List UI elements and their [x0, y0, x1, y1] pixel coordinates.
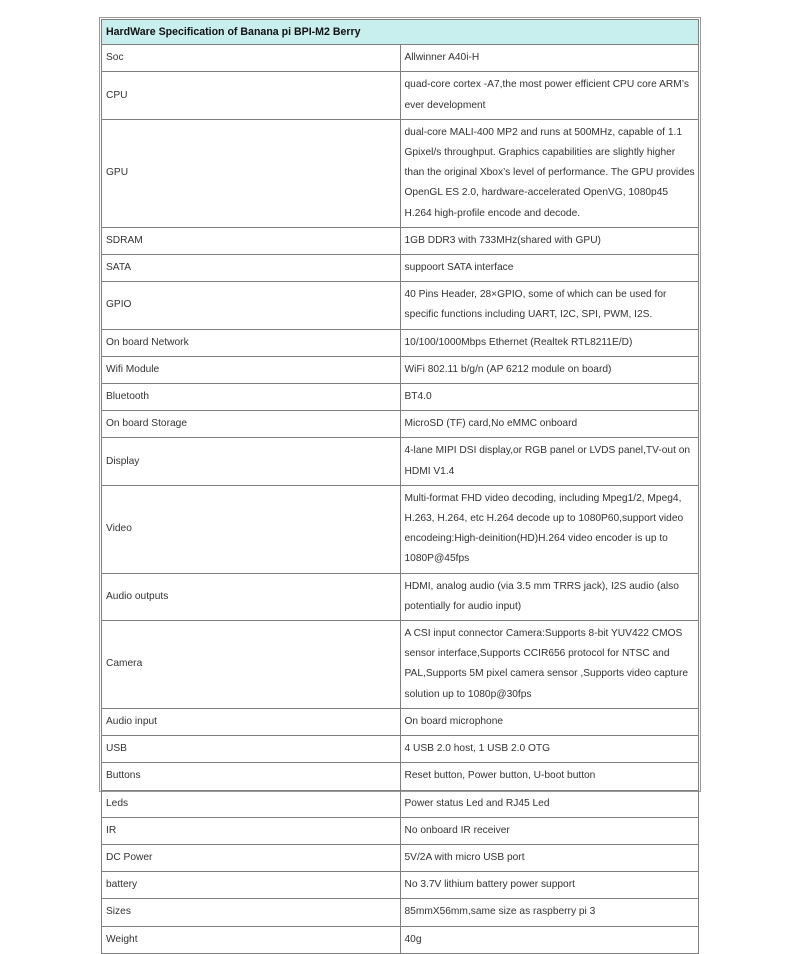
table-header-row — [102, 20, 699, 45]
spec-label-gpio: GPIO — [102, 282, 401, 329]
table-row-camera — [102, 621, 699, 709]
spec-label-audio-outputs: Audio outputs — [102, 573, 401, 620]
table-row-cpu — [102, 72, 699, 119]
table-row-sdram — [102, 227, 699, 254]
spec-value-battery: No 3.7V lithium battery power support — [400, 872, 699, 899]
spec-value-usb: 4 USB 2.0 host, 1 USB 2.0 OTG — [400, 736, 699, 763]
spec-value-audio-outputs: HDMI, analog audio (via 3.5 mm TRRS jack), I2S audio (also potentially for audio input) — [400, 573, 699, 620]
spec-value-soc: Allwinner A40i-H — [400, 45, 699, 72]
spec-label-sdram: SDRAM — [102, 227, 401, 254]
spec-label-battery: battery — [102, 872, 401, 899]
table-row-weight — [102, 926, 699, 953]
spec-label-on-board-storage: On board Storage — [102, 411, 401, 438]
spec-label-wifi-module: Wifi Module — [102, 356, 401, 383]
spec-label-sata: SATA — [102, 255, 401, 282]
spec-label-dc-power: DC Power — [102, 844, 401, 871]
spec-value-video: Multi-format FHD video decoding, including Mpeg1/2, Mpeg4, H.263, H.264, etc H.264 decode up to 1080P60,support video encodeing:High-deinition(HD)H.264 video encoder is up to 1080P@45fps — [400, 485, 699, 573]
spec-label-buttons: Buttons — [102, 763, 401, 790]
table-row-usb — [102, 736, 699, 763]
table-row-soc — [102, 45, 699, 72]
table-row-audio-outputs — [102, 573, 699, 620]
table-row-on-board-network — [102, 329, 699, 356]
hardware-spec-table — [101, 19, 699, 954]
spec-value-audio-input: On board microphone — [400, 708, 699, 735]
table-row-ir — [102, 817, 699, 844]
table-row-dc-power — [102, 844, 699, 871]
spec-value-wifi-module: WiFi 802.11 b/g/n (AP 6212 module on board) — [400, 356, 699, 383]
spec-value-weight: 40g — [400, 926, 699, 953]
table-row-sata — [102, 255, 699, 282]
spec-value-on-board-network: 10/100/1000Mbps Ethernet (Realtek RTL8211E/D) — [400, 329, 699, 356]
spec-value-gpu: dual-core MALI-400 MP2 and runs at 500MHz, capable of 1.1 Gpixel/s throughput. Graphics capabilities are slightly higher than the original Xbox’s level of performance. The GPU provides OpenGL ES 2.0, hardware-accelerated OpenVG, 1080p45 H.264 high-profile encode and decode. — [400, 119, 699, 227]
spec-label-cpu: CPU — [102, 72, 401, 119]
spec-value-sizes: 85mmX56mm,same size as raspberry pi 3 — [400, 899, 699, 926]
spec-value-on-board-storage: MicroSD (TF) card,No eMMC onboard — [400, 411, 699, 438]
spec-value-display: 4-lane MIPI DSI display,or RGB panel or LVDS panel,TV-out on HDMI V1.4 — [400, 438, 699, 485]
spec-value-ir: No onboard IR receiver — [400, 817, 699, 844]
table-row-gpu — [102, 119, 699, 227]
spec-value-dc-power: 5V/2A with micro USB port — [400, 844, 699, 871]
table-row-on-board-storage — [102, 411, 699, 438]
table-row-battery — [102, 872, 699, 899]
table-row-display — [102, 438, 699, 485]
table-row-buttons — [102, 763, 699, 790]
spec-label-ir: IR — [102, 817, 401, 844]
spec-value-sdram: 1GB DDR3 with 733MHz(shared with GPU) — [400, 227, 699, 254]
table-row-bluetooth — [102, 384, 699, 411]
spec-label-sizes: Sizes — [102, 899, 401, 926]
spec-label-usb: USB — [102, 736, 401, 763]
spec-label-audio-input: Audio input — [102, 708, 401, 735]
spec-label-bluetooth: Bluetooth — [102, 384, 401, 411]
table-row-wifi-module — [102, 356, 699, 383]
spec-value-leds: Power status Led and RJ45 Led — [400, 790, 699, 817]
spec-label-soc: Soc — [102, 45, 401, 72]
table-row-sizes — [102, 899, 699, 926]
table-row-video — [102, 485, 699, 573]
spec-label-display: Display — [102, 438, 401, 485]
spec-value-buttons: Reset button, Power button, U-boot button — [400, 763, 699, 790]
spec-label-camera: Camera — [102, 621, 401, 709]
spec-label-weight: Weight — [102, 926, 401, 953]
table-row-gpio — [102, 282, 699, 329]
spec-value-cpu: quad-core cortex -A7,the most power efficient CPU core ARM’s ever development — [400, 72, 699, 119]
spec-value-bluetooth: BT4.0 — [400, 384, 699, 411]
spec-label-leds: Leds — [102, 790, 401, 817]
spec-label-on-board-network: On board Network — [102, 329, 401, 356]
spec-label-video: Video — [102, 485, 401, 573]
table-row-audio-input — [102, 708, 699, 735]
spec-value-sata: suppoort SATA interface — [400, 255, 699, 282]
spec-label-gpu: GPU — [102, 119, 401, 227]
table-title: HardWare Specification of Banana pi BPI-M2 Berry — [102, 20, 699, 45]
spec-value-camera: A CSI input connector Camera:Supports 8-bit YUV422 CMOS sensor interface,Supports CCIR656 protocol for NTSC and PAL,Supports 5M pixel camera sensor ,Supports video capture solution up to 1080p@30fps — [400, 621, 699, 709]
table-row-leds — [102, 790, 699, 817]
spec-value-gpio: 40 Pins Header, 28×GPIO, some of which can be used for specific functions including UART, I2C, SPI, PWM, I2S. — [400, 282, 699, 329]
